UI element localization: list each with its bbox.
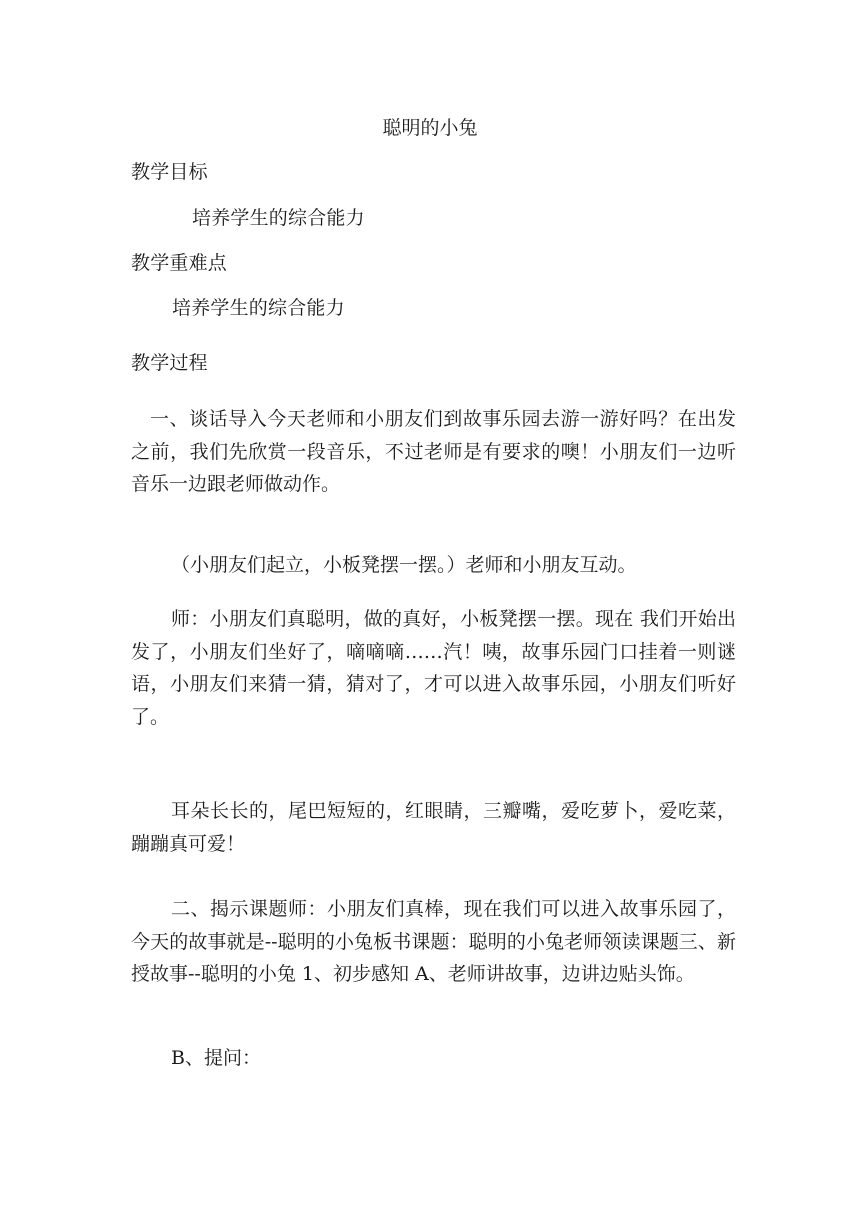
paragraph-riddle: 耳朵长长的，尾巴短短的，红眼睛，三瓣嘴，爱吃萝卜，爱吃菜，蹦蹦真可爱！ bbox=[131, 800, 736, 855]
heading-key-points: 教学重难点 bbox=[131, 252, 228, 274]
heading-teaching-process: 教学过程 bbox=[131, 352, 208, 374]
paragraph-intro: 一、谈话导入今天老师和小朋友们到故事乐园去游一游好吗？在出发之前，我们先欣赏一段音乐，不过老师是有要求的噢！小朋友们一边听音乐一边跟老师做动作。 bbox=[131, 408, 736, 495]
paragraph-question: B、提问： bbox=[171, 1047, 261, 1069]
paragraph-teacher-riddle: 师：小朋友们真聪明，做的真好，小板凳摆一摆。现在 我们开始出发了，小朋友们坐好了，嘀嘀嘀……汽！咦，故事乐园门口挂着一则谜语，小朋友们来猜一猜，猜对了，才可以进入故事乐园，小朋友们听好了。 bbox=[131, 608, 736, 728]
teaching-goal-text: 培养学生的综合能力 bbox=[192, 207, 365, 229]
paragraph-topic: 二、揭示课题师：小朋友们真棒，现在我们可以进入故事乐园了，今天的故事就是--聪明的小兔板书课题：聪明的小兔老师领读课题三、新授故事--聪明的小兔 1、初步感知 A、老师讲故事，边讲边贴头饰。 bbox=[131, 898, 736, 985]
heading-teaching-goal: 教学目标 bbox=[131, 161, 208, 183]
key-points-text: 培养学生的综合能力 bbox=[172, 297, 345, 319]
document-title: 聪明的小兔 bbox=[382, 117, 478, 139]
paragraph-interaction: （小朋友们起立，小板凳摆一摆。）老师和小朋友互动。 bbox=[171, 554, 637, 576]
